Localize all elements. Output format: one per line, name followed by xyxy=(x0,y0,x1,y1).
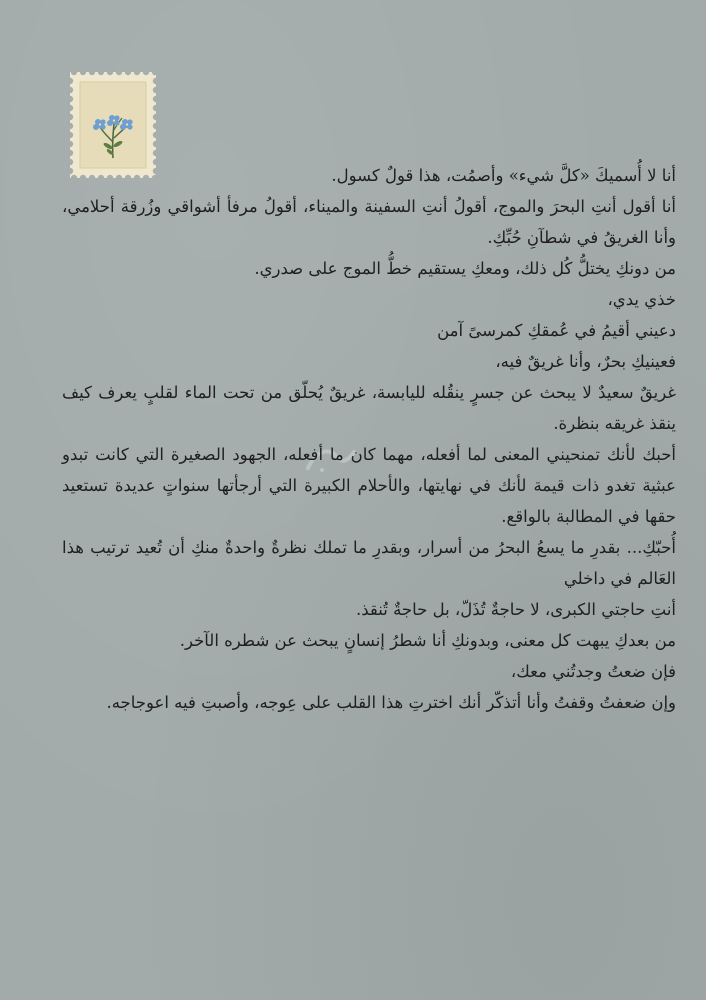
paragraph-5: دعيني أقيمُ في عُمقكِ كمرسىً آمن xyxy=(437,321,676,340)
paragraph-2: أنا أقول أنتِ البحرَ والموج، أقولُ أنتِ السفينة والميناء، أقولُ مرفأ أشواقي وزُرقة أحلامي، وأنا الغريقُ في شطآنِ حُبِّكِ. xyxy=(62,197,676,247)
paragraph-12: فإن ضعتُ وجدتُني معك، xyxy=(510,662,676,681)
paragraph-9: أُحبّكِ... بقدرِ ما يسعُ البحرُ من أسرار، وبقدرِ ما تملك نظرةٌ واحدةٌ منكِ أن تُعيد ترتيب هذا العَالم في داخلي xyxy=(62,538,676,588)
paragraph-10: أنتِ حاجتي الكبرى، لا حاجةٌ تُذَلّ، بل حاجةٌ تُنقذ. xyxy=(356,600,676,619)
paragraph-8: أحبك لأنك تمنحيني المعنى لما أفعله، مهما كان ما أفعله، الجهود الصغيرة التي كانت تبدو عبثية تغدو ذات قيمة لأنك في نهايتها، والأحلام الكبيرة التي أرجأتها سنواتٍ عديدة تستعيد حقها في المطالبة بالواقع. xyxy=(62,445,676,526)
paragraph-4: خذي يدي، xyxy=(607,290,676,309)
poem-text xyxy=(62,160,676,718)
paragraph-7: غريقٌ سعيدٌ لا يبحث عن جسرٍ ينقُله لليابسة، غريقٌ يُحلّق من تحت الماء لقلبٍ يعرف كيف ينقذ غريقه بنظرة. xyxy=(62,383,676,433)
paragraph-6: فعينيكِ بحرٌ، وأنا غريقٌ فيه، xyxy=(495,352,676,371)
paragraph-11: من بعدكِ يبهت كل معنى، وبدونكِ أنا شطرُ إنسانٍ يبحث عن شطره الآخر. xyxy=(179,631,676,650)
paragraph-13: وإن ضعفتُ وقفتُ وأنا أتذكّر أنك اخترتِ هذا القلب على عِوجه، وأصبتِ فيه اعوجاجه. xyxy=(106,693,676,712)
paragraph-1: أنا لا أُسميكَ «كلَّ شيء» وأصمُت، هذا قولٌ كسول. xyxy=(331,166,676,185)
paragraph-3: من دونكِ يختلُّ كُل ذلك، ومعكِ يستقيم خطُّ الموج على صدري. xyxy=(254,259,676,278)
